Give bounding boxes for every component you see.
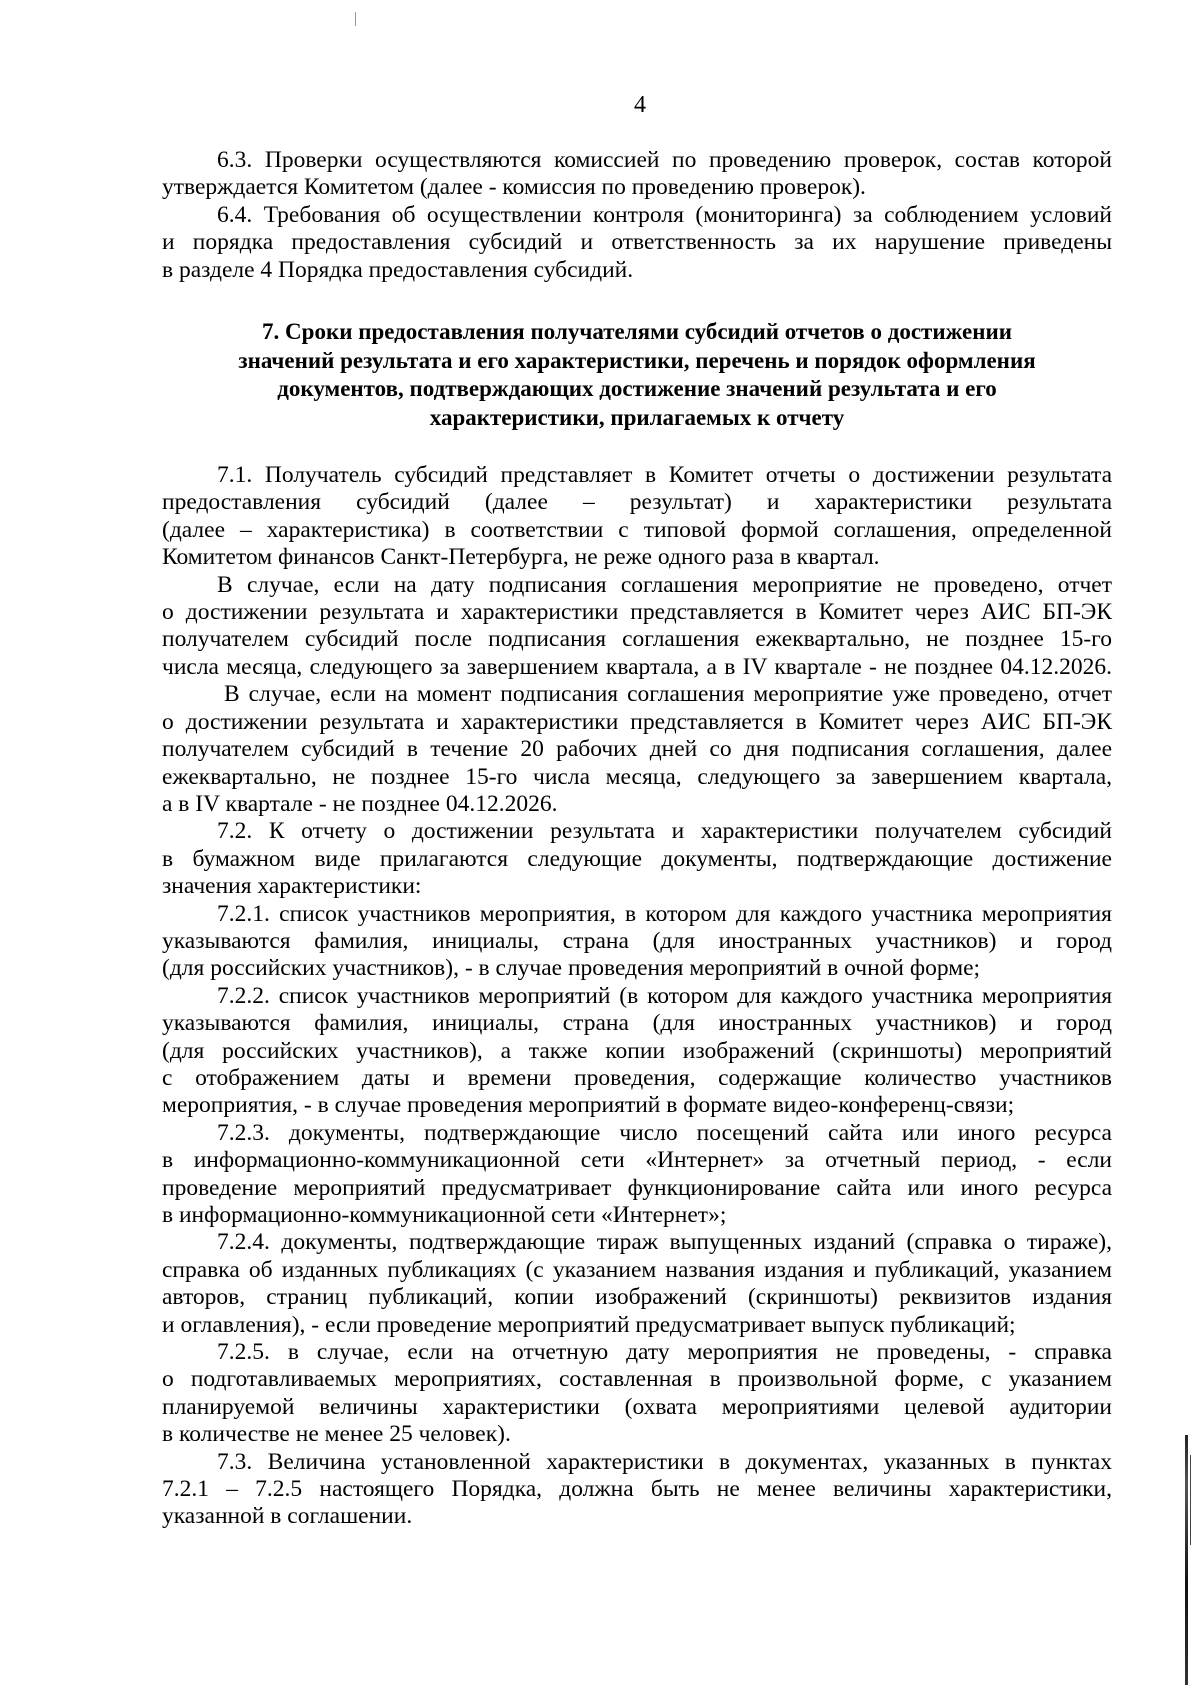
text-line: о достижении результата и характеристики представляется в Комитет через АИС БП-ЭК	[162, 708, 1112, 735]
text-line: 7.3. Величина установленной характеристики в документах, указанных в пунктах	[217, 1448, 1112, 1475]
text-line: указываются фамилия, инициалы, страна (для иностранных участников) и город	[162, 927, 1112, 954]
heading-line: 7. Сроки предоставления получателями субсидий отчетов о достижении	[262, 319, 1012, 345]
text-line: (для российских участников), а также копии изображений (скриншоты) мероприятий	[162, 1037, 1112, 1064]
text-line: значения характеристики:	[162, 873, 422, 900]
text-line: в разделе 4 Порядка предоставления субсидий.	[162, 256, 634, 283]
text-line: 7.2.3. документы, подтверждающие число посещений сайта или иного ресурса	[217, 1119, 1112, 1146]
text-line: о подготавливаемых мероприятиях, составленная в произвольной форме, с указанием	[162, 1366, 1112, 1393]
text-line: в информационно-коммуникационной сети «Интернет»;	[162, 1202, 727, 1228]
text-line: 7.1. Получатель субсидий представляет в Комитет отчеты о достижении результата	[217, 462, 1112, 489]
text-line: предоставления субсидий (далее – результат) и характеристики результата	[162, 489, 1112, 516]
document-body	[162, 147, 1112, 1531]
text-line: получателем субсидий после подписания соглашения ежеквартально, не позднее 15-го	[162, 626, 1112, 653]
text-line: указанной в соглашении.	[162, 1503, 413, 1530]
text-line: ежеквартально, не позднее 15-го числа месяца, следующего за завершением квартала,	[162, 763, 1112, 790]
text-line: 7.2.5. в случае, если на отчетную дату мероприятия не проведены, - справка	[217, 1339, 1112, 1366]
text-line: указываются фамилия, инициалы, страна (для иностранных участников) и город	[162, 1010, 1112, 1037]
text-line: 7.2.2. список участников мероприятий (в котором для каждого участника мероприятия	[217, 982, 1112, 1009]
scan-artifact	[355, 12, 356, 26]
paragraph-6-3	[162, 147, 1112, 202]
section-7-heading	[162, 318, 1112, 432]
text-line: проведение мероприятий предусматривает функционирование сайта или иного ресурса	[162, 1174, 1112, 1201]
text-line: в информационно-коммуникационной сети «Интернет» за отчетный период, - если	[162, 1147, 1112, 1174]
text-line: числа месяца, следующего за завершением квартала, а в IV квартале - не позднее 04.12.2026.	[162, 653, 1112, 680]
text-line: о достижении результата и характеристики представляется в Комитет через АИС БП-ЭК	[162, 599, 1112, 626]
text-line: авторов, страниц публикаций, копии изображений (скриншоты) реквизитов издания	[162, 1284, 1112, 1311]
heading-line: значений результата и его характеристики, перечень и порядок оформления	[238, 347, 1036, 373]
text-line: 7.2.1 – 7.2.5 настоящего Порядка, должна быть не менее величины характеристики,	[162, 1476, 1112, 1503]
paragraph-7-2-5	[162, 1339, 1112, 1449]
paragraph-7-2-2	[162, 983, 1112, 1120]
text-line: получателем субсидий в течение 20 рабочих дней со дня подписания соглашения, далее	[162, 736, 1112, 763]
scan-edge-mark	[1185, 1435, 1188, 1685]
text-line: мероприятия, - в случае проведения мероприятий в формате видео-конференц-связи;	[162, 1092, 1015, 1119]
text-line: В случае, если на момент подписания соглашения мероприятие уже проведено, отчет	[224, 681, 1112, 708]
paragraph-7-2	[162, 818, 1112, 900]
paragraph-7-2-4	[162, 1229, 1112, 1339]
scan-edge-mark	[1190, 1455, 1191, 1545]
paragraph-7-3	[162, 1449, 1112, 1531]
page-number: 4	[634, 92, 646, 118]
paragraph-7-2-3	[162, 1120, 1112, 1230]
text-line: с отображением даты и времени проведения, содержащие количество участников	[162, 1064, 1112, 1091]
text-line: (для российских участников), - в случае проведения мероприятий в очной форме;	[162, 955, 981, 982]
text-line: 7.2.1. список участников мероприятия, в котором для каждого участника мероприятия	[217, 900, 1112, 927]
text-line: 6.3. Проверки осуществляются комиссией по проведению проверок, состав которой	[217, 147, 1112, 173]
text-line: (далее – характеристика) в соответствии с типовой формой соглашения, определенной	[162, 516, 1112, 543]
paragraph-7-2-1	[162, 901, 1112, 983]
text-line: в количестве не менее 25 человек).	[162, 1421, 511, 1448]
text-line: В случае, если на дату подписания соглашения мероприятие не проведено, отчет	[217, 571, 1112, 598]
text-line: 6.4. Требования об осуществлении контроля (мониторинга) за соблюдением условий	[217, 201, 1112, 228]
paragraph-7-1-b	[162, 572, 1112, 682]
text-line: и порядка предоставления субсидий и ответственность за их нарушение приведены	[162, 229, 1112, 256]
text-line: справка об изданных публикациях (с указанием названия издания и публикаций, указанием	[162, 1256, 1112, 1283]
text-line: планируемой величины характеристики (охвата мероприятиями целевой аудитории	[162, 1393, 1112, 1420]
text-line: а в IV квартале - не позднее 04.12.2026.	[162, 790, 558, 817]
text-line: и оглавления), - если проведение мероприятий предусматривает выпуск публикаций;	[162, 1311, 1016, 1338]
text-line: в бумажном виде прилагаются следующие документы, подтверждающие достижение	[162, 845, 1112, 872]
paragraph-7-1	[162, 462, 1112, 572]
text-line: 7.2.4. документы, подтверждающие тираж выпущенных изданий (справка о тираже),	[217, 1229, 1112, 1256]
text-line: утверждается Комитетом (далее - комиссия по проведению проверок).	[162, 174, 866, 201]
text-line: 7.2. К отчету о достижении результата и характеристики получателем субсидий	[217, 818, 1112, 845]
paragraph-7-1-c	[162, 681, 1112, 818]
heading-line: документов, подтверждающих достижение значений результата и его	[277, 376, 997, 402]
heading-line: характеристики, прилагаемых к отчету	[429, 404, 845, 430]
paragraph-6-4	[162, 202, 1112, 284]
text-line: Комитетом финансов Санкт-Петербурга, не реже одного раза в квартал.	[162, 544, 880, 571]
